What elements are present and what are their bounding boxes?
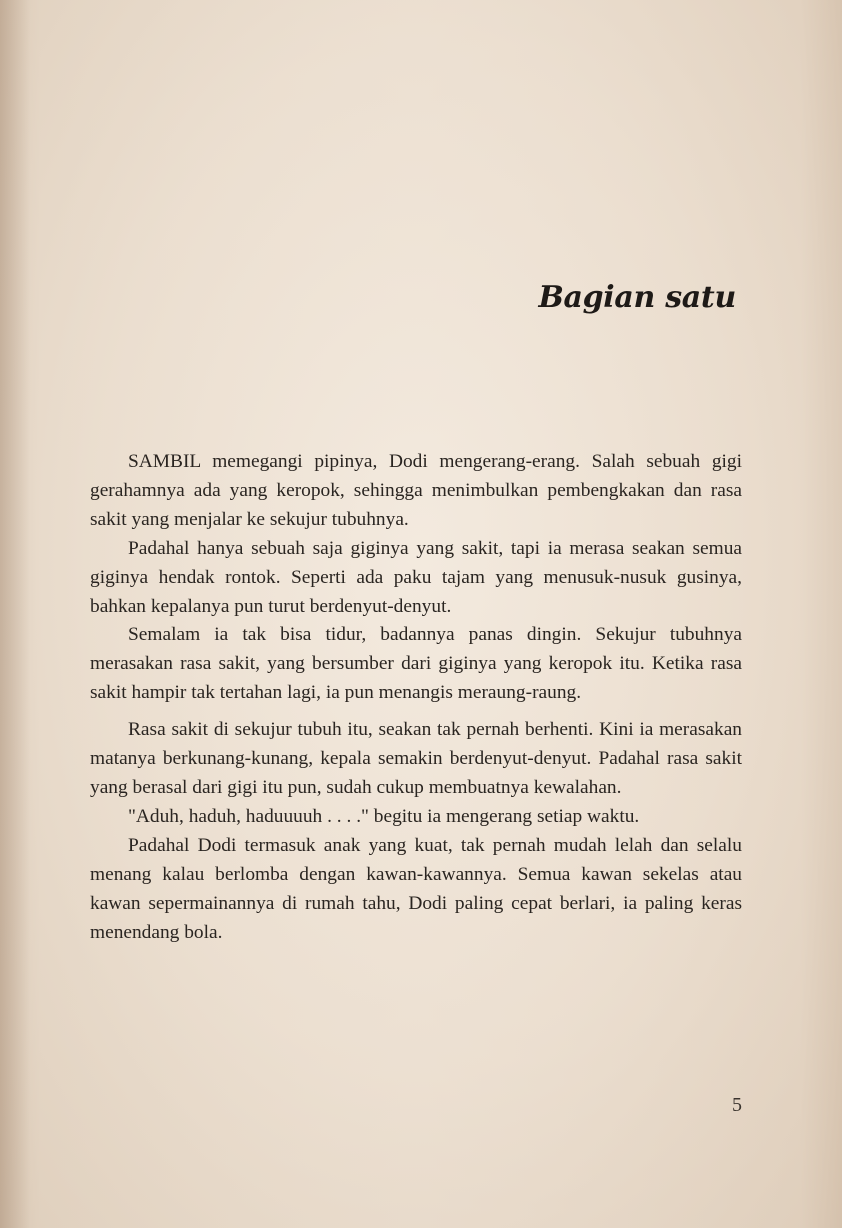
paragraph: Semalam ia tak bisa tidur, badannya panas dingin. Sekujur tubuhnya merasakan rasa sakit, yang bersumber dari giginya yang keropok itu. Ketika rasa sakit hampir tak tertahan lagi, ia pun menangis meraung-raung. xyxy=(90,624,742,704)
paragraph: Padahal Dodi termasuk anak yang kuat, tak pernah mudah lelah dan selalu menang kalau berlomba dengan kawan-kawannya. Semua kawan sekelas atau kawan sepermainannya di rumah tahu, Dodi paling cepat berlari, ia paling keras menendang bola. xyxy=(90,834,742,943)
body-text xyxy=(90,448,742,947)
page-number: 5 xyxy=(732,1094,742,1116)
paragraph: Padahal hanya sebuah saja giginya yang sakit, tapi ia merasa seakan semua giginya hendak rontok. Seperti ada paku tajam yang menusuk-nusuk gusinya, bahkan kepalanya pun turut berdenyut-denyut. xyxy=(90,537,742,617)
spine-shadow xyxy=(0,0,30,1228)
paragraph: "Aduh, haduh, haduuuuh . . . ." begitu ia mengerang setiap waktu. xyxy=(128,805,640,827)
paragraph: Rasa sakit di sekujur tubuh itu, seakan tak pernah berhenti. Kini ia merasakan matanya berkunang-kunang, kepala semakin berdenyut-denyut. Padahal rasa sakit yang berasal dari gigi itu pun, sudah cukup membuatnya kewalahan. xyxy=(90,719,742,798)
paragraph: SAMBIL memegangi pipinya, Dodi mengerang-erang. Salah sebuah gigi gerahamnya ada yang keropok, sehingga menimbulkan pembengkakan dan rasa sakit yang menjalar ke sekujur tubuhnya. xyxy=(90,451,742,530)
chapter-heading: Bagian satu xyxy=(538,280,736,315)
